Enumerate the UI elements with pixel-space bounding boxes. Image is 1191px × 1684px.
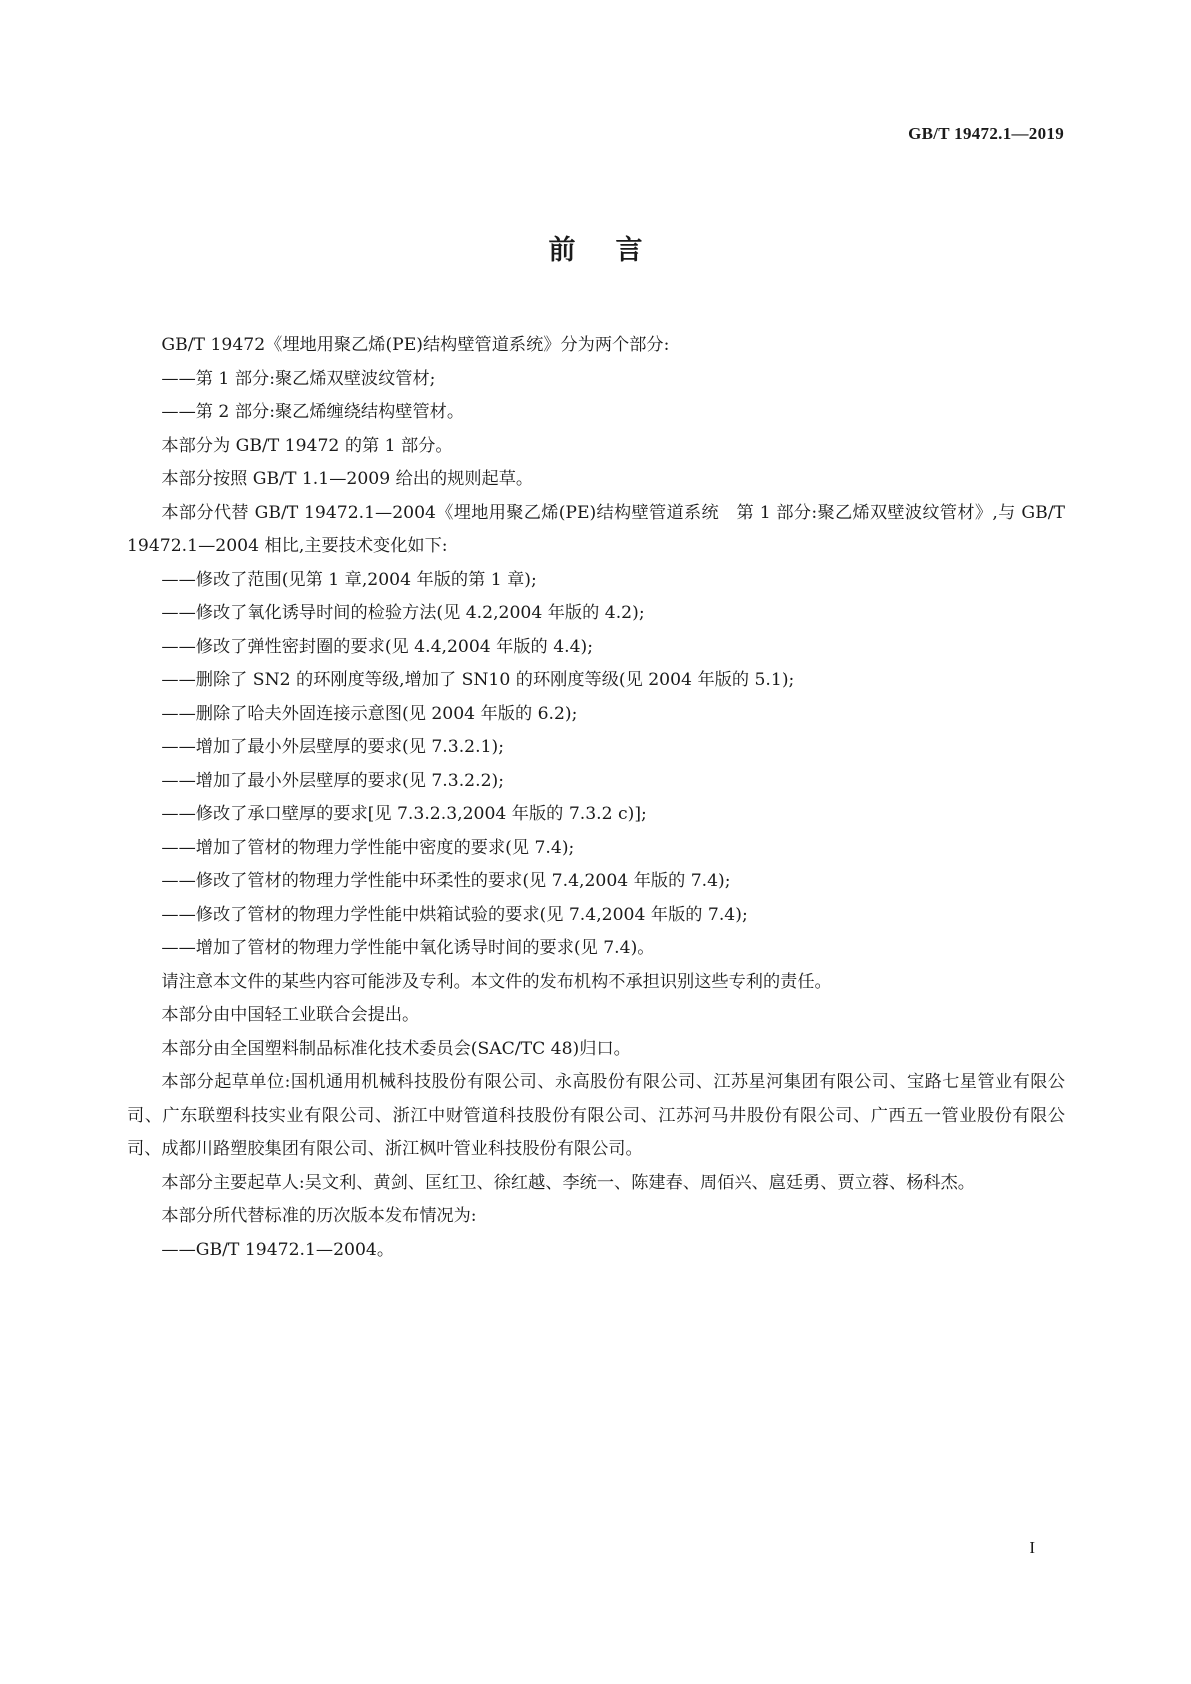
list-item: ——第 1 部分:聚乙烯双壁波纹管材; <box>161 368 436 389</box>
paragraph-proposer: 本部分由中国轻工业联合会提出。 <box>161 1005 420 1025</box>
list-item: ——修改了管材的物理力学性能中烘箱试验的要求(见 7.4,2004 年版的 7.4); <box>161 904 748 925</box>
list-item: ——GB/T 19472.1—2004。 <box>161 1239 395 1260</box>
paragraph-drafting-units: 本部分起草单位:国机通用机械科技股份有限公司、永高股份有限公司、江苏星河集团有限公司、宝路七星管业有限公司、广东联塑科技实业有限公司、浙江中财管道科技股份有限公司、江苏河马井股份有限公司、广西五一管业股份有限公司、成都川路塑胶集团有限公司、浙江枫叶管业科技股份有限公司。 <box>127 1072 1065 1159</box>
list-item: ——第 2 部分:聚乙烯缠绕结构壁管材。 <box>161 402 465 422</box>
list-item: ——增加了管材的物理力学性能中密度的要求(见 7.4); <box>161 837 575 858</box>
page-title: 前言 <box>548 235 683 266</box>
list-item: ——增加了最小外层壁厚的要求(见 7.3.2.1); <box>161 737 505 757</box>
list-item: ——修改了范围(见第 1 章,2004 年版的第 1 章); <box>161 569 537 590</box>
foreword-body <box>127 329 1065 1267</box>
paragraph-history: 本部分所代替标准的历次版本发布情况为: <box>161 1206 477 1226</box>
list-item: ——增加了管材的物理力学性能中氧化诱导时间的要求(见 7.4)。 <box>161 938 655 958</box>
list-item: ——修改了承口壁厚的要求[见 7.3.2.3,2004 年版的 7.3.2 c)]; <box>161 804 647 824</box>
paragraph-patent-notice: 请注意本文件的某些内容可能涉及专利。本文件的发布机构不承担识别这些专利的责任。 <box>161 971 832 992</box>
paragraph-intro: GB/T 19472《埋地用聚乙烯(PE)结构壁管道系统》分为两个部分: <box>161 335 670 355</box>
standard-code-header: GB/T 19472.1—2019 <box>908 124 1064 143</box>
paragraph: 本部分按照 GB/T 1.1—2009 给出的规则起草。 <box>161 469 534 489</box>
list-item: ——增加了最小外层壁厚的要求(见 7.3.2.2); <box>161 770 505 791</box>
paragraph-replaces: 本部分代替 GB/T 19472.1—2004《埋地用聚乙烯(PE)结构壁管道系统 第 1 部分:聚乙烯双壁波纹管材》,与 GB/T 19472.1—2004 相比,主要技术变化如下: <box>127 502 1065 556</box>
paragraph: 本部分为 GB/T 19472 的第 1 部分。 <box>161 435 453 456</box>
list-item: ——修改了弹性密封圈的要求(见 4.4,2004 年版的 4.4); <box>161 636 594 657</box>
list-item: ——删除了 SN2 的环刚度等级,增加了 SN10 的环刚度等级(见 2004 年版的 5.1); <box>161 670 795 690</box>
paragraph-committee: 本部分由全国塑料制品标准化技术委员会(SAC/TC 48)归口。 <box>161 1038 631 1059</box>
list-item: ——修改了氧化诱导时间的检验方法(见 4.2,2004 年版的 4.2); <box>161 603 645 623</box>
page-number: I <box>1029 1538 1035 1557</box>
list-item: ——修改了管材的物理力学性能中环柔性的要求(见 7.4,2004 年版的 7.4); <box>161 871 731 891</box>
list-item: ——删除了哈夫外固连接示意图(见 2004 年版的 6.2); <box>161 703 578 724</box>
paragraph-drafters: 本部分主要起草人:吴文利、黄剑、匡红卫、徐红越、李统一、陈建春、周佰兴、扈廷勇、贾立蓉、杨科杰。 <box>161 1172 975 1193</box>
